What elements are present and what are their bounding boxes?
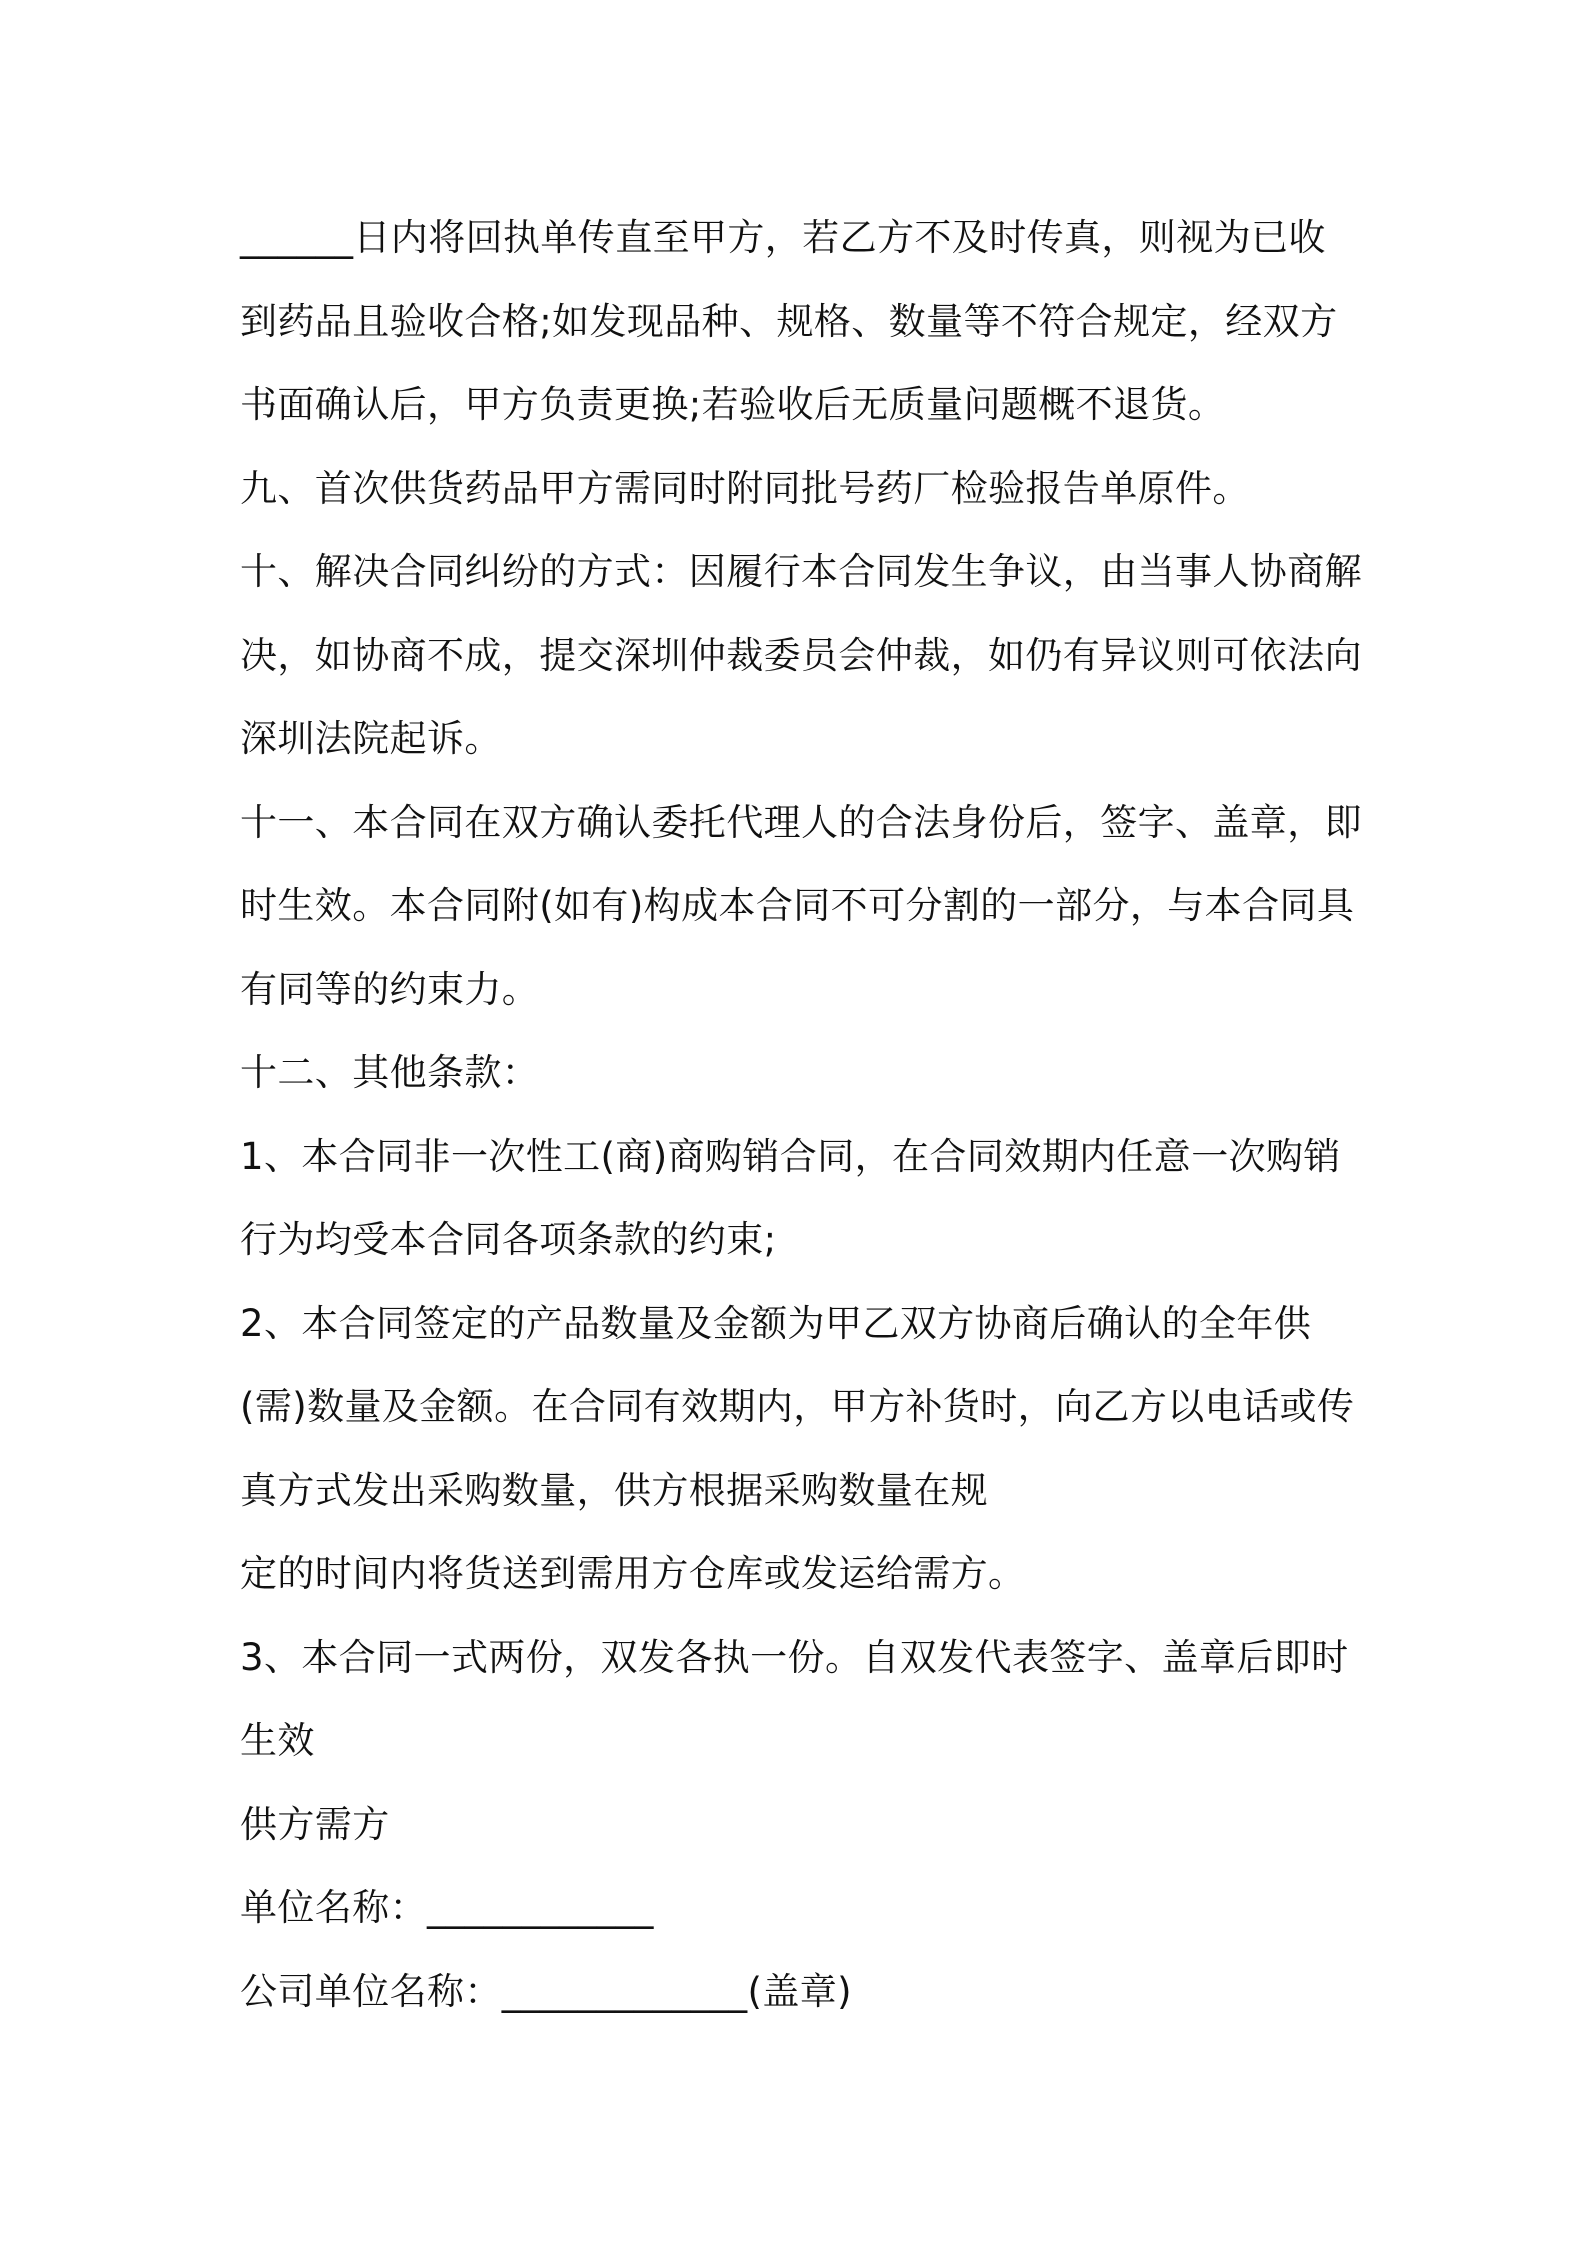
text-line-replacement: 书面确认后，甲方负责更换;若验收后无质量问题概不退货。 (240, 383, 1226, 426)
clause-12-item-1-line-2: 行为均受本合同各项条款的约束; (240, 1218, 777, 1261)
clause-11-line-1: 十一、本合同在双方确认委托代理人的合法身份后，签字、盖章，即 (240, 800, 1362, 844)
clause-12-item-2-line-2: (需)数量及金额。在合同有效期内，甲方补货时，向乙方以电话或传 (240, 1385, 1355, 1428)
clause-9: 九、首次供货药品甲方需同时附同批号药厂检验报告单原件。 (240, 466, 1250, 510)
clause-11-line-3: 有同等的约束力。 (240, 967, 540, 1011)
clause-10-line-3: 深圳法院起诉。 (240, 717, 502, 760)
text-line-acceptance: 到药品且验收合格;如发现品种、规格、数量等不符合规定，经双方 (240, 299, 1338, 343)
clause-12-item-1-line-1: 1、本合同非一次性工(商)商购销合同，在合同效期内任意一次购销 (240, 1134, 1341, 1178)
clause-12-item-2-line-1: 2、本合同签定的产品数量及金额为甲乙双方协商后确认的全年供 (240, 1301, 1312, 1345)
clause-12-heading: 十二、其他条款： (240, 1051, 540, 1094)
parties-heading: 供方需方 (240, 1802, 390, 1846)
clause-11-line-2: 时生效。本合同附(如有)构成本合同不可分割的一部分，与本合同具 (240, 884, 1355, 927)
clause-12-item-2-line-3: 真方式发出采购数量，供方根据采购数量在规 (240, 1468, 988, 1512)
clause-10-line-2: 决，如协商不成，提交深圳仲裁委员会仲裁，如仍有异议则可依法向 (240, 633, 1362, 677)
text-line-delivery-fax: ______日内将回执单传直至甲方，若乙方不及时传真，则视为已收 (240, 216, 1326, 259)
clause-12-item-2-line-4: 定的时间内将货送到需用方仓库或发运给需方。 (240, 1552, 1026, 1595)
contract-text-body (240, 196, 1360, 2033)
clause-12-item-3-line-2: 生效 (240, 1719, 315, 1762)
company-unit-name-field: 公司单位名称：_____________(盖章) (240, 1969, 852, 2013)
unit-name-field: 单位名称：____________ (240, 1886, 654, 1929)
clause-12-item-3-line-1: 3、本合同一式两份，双发各执一份。自双发代表签字、盖章后即时 (240, 1635, 1349, 1679)
clause-10-line-1: 十、解决合同纠纷的方式：因履行本合同发生争议，由当事人协商解 (240, 550, 1362, 593)
